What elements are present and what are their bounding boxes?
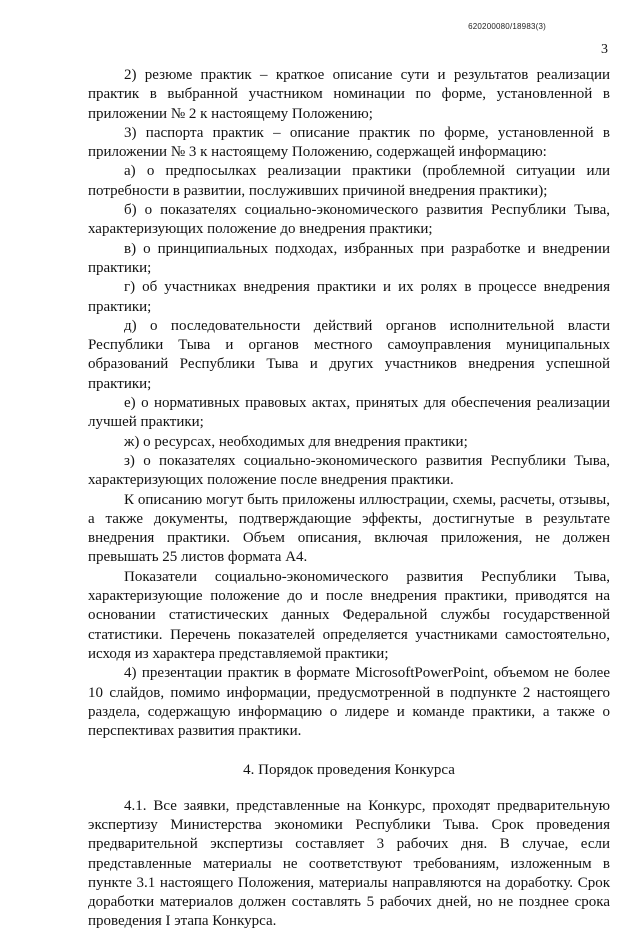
paragraph-item-g: г) об участниках внедрения практики и их ролях в процессе внедрения практики;: [88, 279, 610, 315]
paragraph-item-b: б) о показателях социально-экономического развития Республики Тыва, характеризующих положение до внедрения практики;: [88, 202, 610, 238]
paragraph-item-z: з) о показателях социально-экономического развития Республики Тыва, характеризующих положение после внедрения практики.: [88, 452, 610, 489]
paragraph-item-e: е) о нормативных правовых актах, принятых для обеспечения реализации лучшей практики;: [88, 395, 610, 431]
paragraph-item-a: а) о предпосылках реализации практики (проблемной ситуации или потребности в развитии, послуживших причиной внедрения практики);: [88, 163, 610, 199]
paragraph-presentations: 4) презентации практик в формате MicrosoftPowerPoint, объемом не более 10 слайдов, помимо информации, предусмотренной в подпункте 2 настоящего раздела, содержащую информацию о лидере и команде практики, а также о перспективах развития практики.: [88, 665, 610, 740]
paragraph-item-d: д) о последовательности действий органов исполнительной власти Республики Тыва и органов местного самоуправления муниципальных образований Республики Тыва и других участников внедрения успешной практики;: [88, 317, 610, 392]
paragraph-section-4-1: 4.1. Все заявки, представленные на Конкурс, проходят предварительную экспертизу Министерства экономики Республики Тыва. Срок проведения предварительной экспертизы составляет 3 рабочих дня. В случае, если представленные материалы не соответствуют требованиям, изложенным в пункте 3.1 настоящего Положения, материалы направляются на доработку. Срок доработки материалов должен составлять 5 рабочих дней, но не позднее срока проведения I этапа Конкурса.: [88, 797, 610, 930]
paragraph-attachments: К описанию могут быть приложены иллюстрации, схемы, расчеты, отзывы, а также документы, подтверждающие эффекты, достигнутые в результате внедрения практики. Объем описания, включая приложения, не должен превышать 25 листов формата А4.: [88, 491, 610, 566]
paragraph-passport: 3) паспорта практик – описание практик по форме, установленной в приложении № 3 к настоящему Положению, содержащей информацию:: [88, 124, 610, 161]
document-body: [88, 66, 610, 932]
section-heading: 4. Порядок проведения Конкурса: [243, 762, 455, 779]
paragraph-item-v: в) о принципиальных подходах, избранных при разработке и внедрении практики;: [88, 240, 610, 276]
paragraph-item-zh: ж) о ресурсах, необходимых для внедрения практики;: [124, 433, 468, 450]
document-code: 620200080/18983(3): [468, 22, 546, 31]
paragraph-indicators: Показатели социально-экономического развития Республики Тыва, характеризующие положение до и после внедрения практики, приводятся на основании статистических данных Федеральной службы государственной статистики. Перечень показателей определяется участниками самостоятельно, исходя из характера представляемой практики;: [88, 568, 610, 662]
page-number: 3: [601, 42, 608, 57]
paragraph-resume: 2) резюме практик – краткое описание сути и результатов реализации практик в выбранной участником номинации по форме, установленной в приложении № 2 к настоящему Положению;: [88, 67, 610, 122]
